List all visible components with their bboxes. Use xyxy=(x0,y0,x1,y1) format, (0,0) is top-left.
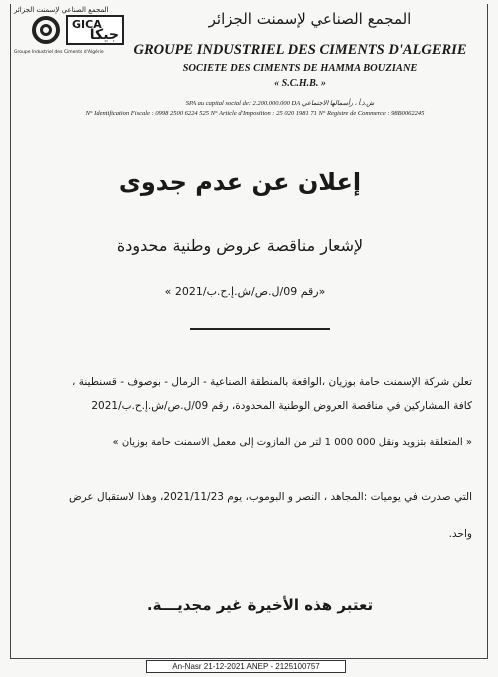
logo-box xyxy=(66,15,124,45)
header-group-name: GROUPE INDUSTRIEL DES CIMENTS D'ALGERIE xyxy=(133,42,467,58)
logo-gica-text: GICA xyxy=(72,18,102,31)
notice-reference: «رقم 09/ل.ص/ش.إ.ح.ب/2021 » xyxy=(164,285,326,298)
logo-top-text: المجمع الصناعي لإسمنت الجزائر xyxy=(14,6,109,14)
divider xyxy=(190,328,330,330)
header-company-name: SOCIETE DES CIMENTS DE HAMMA BOUZIANE xyxy=(182,63,418,74)
header-identifiers: N° Identification Fiscale : 0998 2500 6224 525 N° Article d'Imposition : 25 020 1981 71 N° Registre de Commerce : 98B0062245 xyxy=(85,110,425,117)
notice-subtitle: لإشعار مناقصة عروض وطنية محدودة xyxy=(116,236,364,255)
body-line: واحد. xyxy=(448,528,472,540)
logo-subtitle: Groupe Industriel des Ciments d'Algérie xyxy=(14,50,104,55)
header-capital: SPA au capital social de: 2.200.000.000 DA ش.ذ.أ ، رأسمالها الاجتماعي xyxy=(185,100,375,107)
notice-title: إعلان عن عدم جدوى xyxy=(118,168,362,196)
publication-stamp: An-Nasr 21-12-2021 ANEP - 2125100757 xyxy=(146,660,346,673)
body-line: تعلن شركة الإسمنت حامة بوزيان ،الواقعة بالمنطقة الصناعية - الرمال - بوصوف - قسنطينة ، xyxy=(72,376,472,388)
body-line: التي صدرت في يوميات :المجاهد ، النصر و البوموب، يوم 2021/11/23، وهذا لاستقبال عرض xyxy=(68,491,472,503)
body-line: « المتعلقة بتزويد ونقل 000 000 1 لتر من المازوت إلى معمل الاسمنت حامة بوزيان » xyxy=(112,437,472,448)
logo-emblem-icon xyxy=(32,16,60,44)
header-acronym: « S.C.H.B. » xyxy=(274,78,326,89)
body-line: كافة المشاركين في مناقصة العروض الوطنية المحدودة، رقم 09/ل.ص/ش.إ.ح.ب/2021 xyxy=(91,400,472,412)
notice-closing: تعتبر هذه الأخيرة غير مجديـــة. xyxy=(146,596,374,614)
logo-arabic-mark: جيكا xyxy=(89,27,119,43)
gica-logo xyxy=(14,6,124,60)
header-arabic-group: المجمع الصناعي لإسمنت الجزائر xyxy=(208,10,412,28)
